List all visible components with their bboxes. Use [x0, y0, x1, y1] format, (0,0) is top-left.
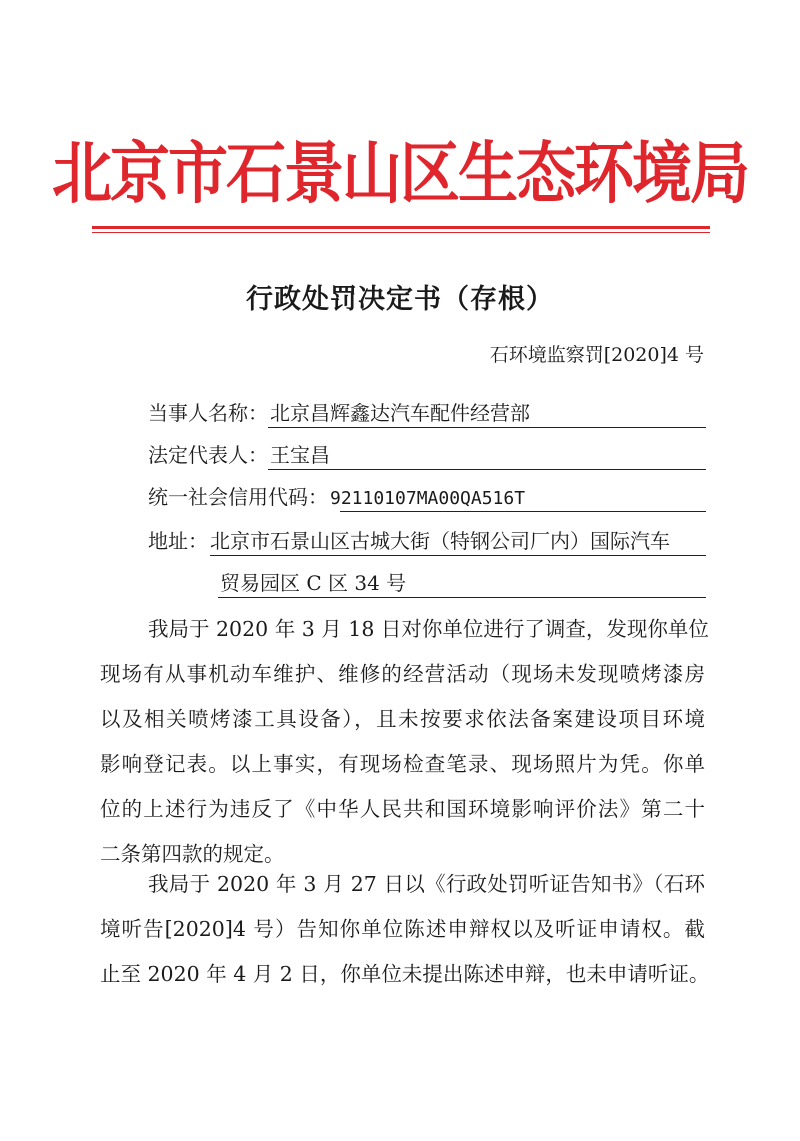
paragraph-2-line-1: 我局于 2020 年 3 月 27 日以《行政处罚听证告知书》（石环: [148, 872, 705, 896]
legal-rep-value: 王宝昌: [270, 443, 330, 467]
party-name-label: 当事人名称：: [148, 401, 268, 425]
document-title: 行政处罚决定书（存根）: [246, 284, 554, 315]
letterhead-rule-thick: [92, 226, 710, 229]
legal-rep-underline: [268, 469, 706, 470]
address-underline-1: [210, 555, 706, 556]
credit-code-underline: [340, 511, 706, 512]
paragraph-1-line-4: 影响登记表。以上事实，有现场检查笔录、现场照片为凭。你单: [100, 752, 705, 776]
party-name-underline: [268, 427, 706, 428]
address-underline-2: [218, 597, 706, 598]
paragraph-2-line-2: 境听告[2020]4 号）告知你单位陈述申辩权以及听证申请权。截: [100, 917, 705, 941]
paragraph-1-line-2: 现场有从事机动车维护、维修的经营活动（现场未发现喷烤漆房: [100, 662, 705, 686]
paragraph-1-line-5: 位的上述行为违反了《中华人民共和国环境影响评价法》第二十: [100, 797, 705, 821]
party-name-value: 北京昌辉鑫达汽车配件经营部: [270, 401, 530, 425]
field-credit-code: [148, 482, 525, 514]
letterhead-rule-thin: [92, 232, 710, 233]
paragraph-1-line-6: 二条第四款的规定。: [100, 842, 285, 866]
paragraph-1-line-1: 我局于 2020 年 3 月 18 日对你单位进行了调查，发现你单位: [148, 617, 709, 641]
paragraph-1-line-3: 以及相关喷烤漆工具设备），且未按要求依法备案建设项目环境: [100, 707, 705, 731]
credit-code-value: 92110107MA00QA516T: [330, 488, 526, 509]
address-value-line2: 贸易园区 C 区 34 号: [220, 571, 407, 595]
field-party-name: [148, 398, 530, 428]
address-value-line1: 北京市石景山区古城大街（特钢公司厂内）国际汽车: [210, 529, 670, 553]
address-label: 地址：: [148, 529, 208, 553]
document-number: 石环境监察罚[2020]4 号: [489, 344, 704, 366]
credit-code-label: 统一社会信用代码：: [148, 485, 328, 509]
agency-letterhead: 北京市石景山区生态环境局: [52, 134, 748, 214]
legal-rep-label: 法定代表人：: [148, 443, 268, 467]
field-legal-rep: [148, 440, 330, 470]
field-address: [148, 526, 670, 556]
paragraph-2-line-3: 止至 2020 年 4 月 2 日，你单位未提出陈述申辩，也未申请听证。: [100, 962, 710, 986]
